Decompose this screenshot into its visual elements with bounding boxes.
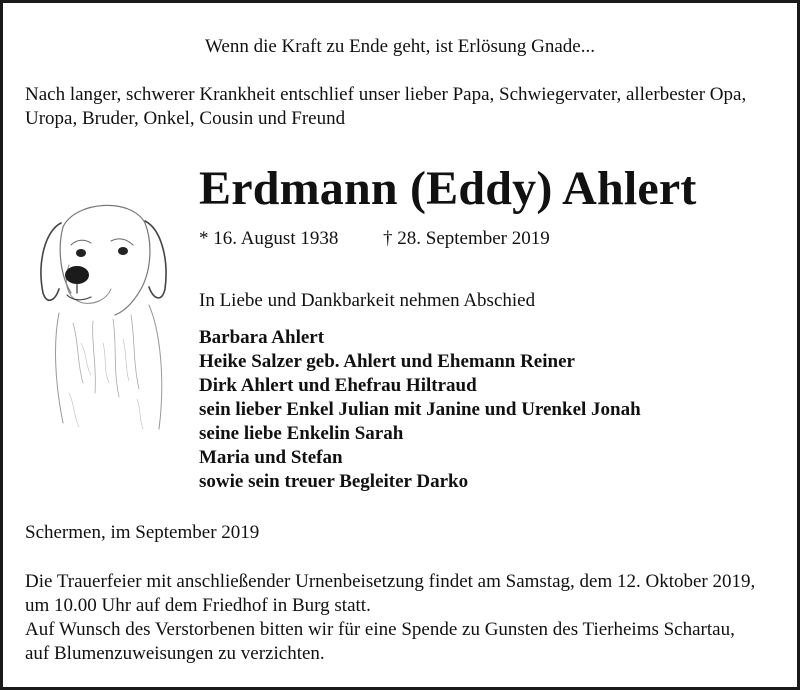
intro-text bbox=[25, 83, 785, 131]
motto: Wenn die Kraft zu Ende geht, ist Erlösung Gnade... bbox=[205, 36, 595, 57]
mourner: sein lieber Enkel Julian mit Janine und Urenkel Jonah bbox=[199, 399, 641, 420]
funeral-line: auf Blumenzuweisungen zu verzichten. bbox=[25, 643, 325, 664]
death-date: † 28. September 2019 bbox=[383, 228, 550, 249]
funeral-info bbox=[25, 570, 795, 666]
place-date: Schermen, im September 2019 bbox=[25, 522, 260, 543]
funeral-line: um 10.00 Uhr auf dem Friedhof in Burg statt. bbox=[25, 595, 371, 616]
mourner: Dirk Ahlert und Ehefrau Hiltraud bbox=[199, 375, 477, 396]
mourner: Maria und Stefan bbox=[199, 447, 343, 468]
mourner: seine liebe Enkelin Sarah bbox=[199, 423, 404, 444]
farewell-text: In Liebe und Dankbarkeit nehmen Abschied bbox=[199, 290, 536, 311]
mourner: Heike Salzer geb. Ahlert und Ehemann Reiner bbox=[199, 351, 575, 372]
intro-line: Nach langer, schwerer Krankheit entschlief unser lieber Papa, Schwiegervater, allerbester Opa, bbox=[25, 84, 747, 105]
mourner: Barbara Ahlert bbox=[199, 327, 325, 348]
deceased-name: Erdmann (Eddy) Ahlert bbox=[199, 162, 697, 215]
dog-sketch-icon bbox=[33, 193, 173, 433]
birth-date: * 16. August 1938 bbox=[199, 228, 339, 249]
funeral-line: Auf Wunsch des Verstorbenen bitten wir für eine Spende zu Gunsten des Tierheims Schartau, bbox=[25, 619, 735, 640]
funeral-line: Die Trauerfeier mit anschließender Urnenbeisetzung findet am Samstag, dem 12. Oktober 2019, bbox=[25, 571, 756, 592]
mourners-list bbox=[199, 326, 641, 494]
intro-line: Uropa, Bruder, Onkel, Cousin und Freund bbox=[25, 108, 346, 129]
mourner: sowie sein treuer Begleiter Darko bbox=[199, 471, 469, 492]
